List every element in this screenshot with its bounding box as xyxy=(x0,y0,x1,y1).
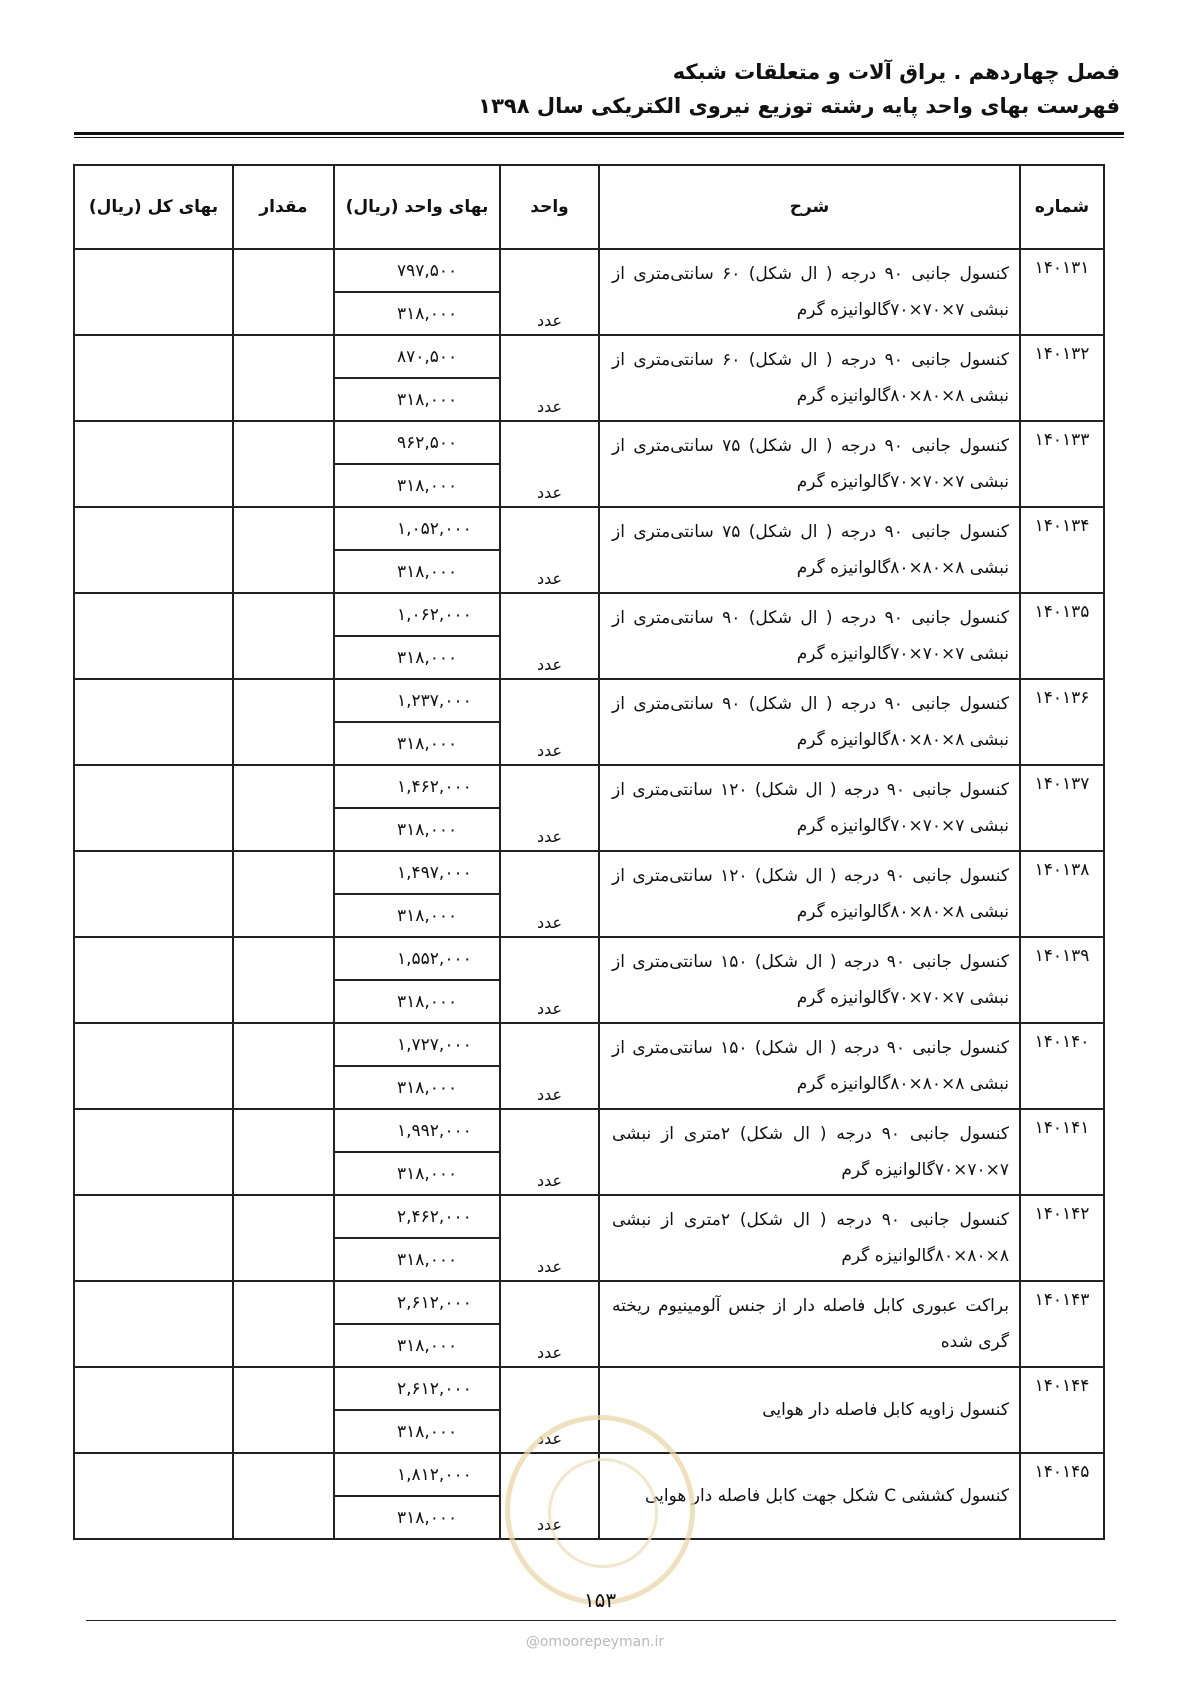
price-table xyxy=(73,164,1105,1540)
row-total xyxy=(74,335,233,421)
row-price-b: ۳۱۸,۰۰۰ xyxy=(334,722,500,765)
row-quantity xyxy=(233,1109,334,1195)
row-total xyxy=(74,1367,233,1453)
table-row xyxy=(74,593,1104,636)
row-description: کنسول جانبی ۹۰ درجه ( ال شکل) ۱۵۰ سانتی‌متری از نبشی ۷×۷۰×۷۰گالوانیزه گرم xyxy=(599,937,1020,1023)
column-header-total-price: بهای کل (ریال) xyxy=(74,165,233,249)
row-description: کنسول جانبی ۹۰ درجه ( ال شکل) ۷۵ سانتی‌متری از نبشی ۷×۷۰×۷۰گالوانیزه گرم xyxy=(599,421,1020,507)
row-price-a: ۱,۰۶۲,۰۰۰ xyxy=(334,593,500,636)
table-row xyxy=(74,851,1104,894)
table-row xyxy=(74,421,1104,464)
row-quantity xyxy=(233,1453,334,1539)
row-description: کنسول جانبی ۹۰ درجه ( ال شکل) ۹۰ سانتی‌متری از نبشی ۷×۷۰×۷۰گالوانیزه گرم xyxy=(599,593,1020,679)
row-unit: عدد xyxy=(500,1367,599,1453)
row-price-b: ۳۱۸,۰۰۰ xyxy=(334,378,500,421)
page-header xyxy=(70,55,1120,123)
chapter-title: فصل چهاردهم . یراق آلات و متعلقات شبکه xyxy=(672,60,1120,84)
table-row xyxy=(74,1109,1104,1152)
row-total xyxy=(74,937,233,1023)
row-number: ۱۴۰۱۴۱ xyxy=(1020,1109,1104,1195)
column-header-unit-price: بهای واحد (ریال) xyxy=(334,165,500,249)
table-body xyxy=(74,249,1104,1539)
catalog-title: فهرست بهای واحد پایه رشته توزیع نیروی الکتریکی سال ۱۳۹۸ xyxy=(478,94,1120,118)
row-total xyxy=(74,1195,233,1281)
row-price-a: ۱,۴۹۷,۰۰۰ xyxy=(334,851,500,894)
row-quantity xyxy=(233,335,334,421)
row-number: ۱۴۰۱۳۱ xyxy=(1020,249,1104,335)
row-price-b: ۳۱۸,۰۰۰ xyxy=(334,292,500,335)
row-total xyxy=(74,679,233,765)
row-price-a: ۲,۴۶۲,۰۰۰ xyxy=(334,1195,500,1238)
row-unit: عدد xyxy=(500,765,599,851)
table-row xyxy=(74,335,1104,378)
page-number: ۱۵۳ xyxy=(583,1588,617,1612)
row-price-a: ۲,۶۱۲,۰۰۰ xyxy=(334,1367,500,1410)
column-header-unit: واحد xyxy=(500,165,599,249)
row-total xyxy=(74,421,233,507)
row-description: کنسول کششی C شکل جهت کابل فاصله دار هوایی xyxy=(599,1453,1020,1539)
footer-rule xyxy=(86,1620,1116,1621)
header-rule-thin xyxy=(74,137,1124,138)
row-description: کنسول جانبی ۹۰ درجه ( ال شکل) ۲متری از نبشی ۷×۷۰×۷۰گالوانیزه گرم xyxy=(599,1109,1020,1195)
row-unit: عدد xyxy=(500,1195,599,1281)
row-price-a: ۱,۵۵۲,۰۰۰ xyxy=(334,937,500,980)
row-quantity xyxy=(233,593,334,679)
row-number: ۱۴۰۱۴۴ xyxy=(1020,1367,1104,1453)
row-description: کنسول جانبی ۹۰ درجه ( ال شکل) ۶۰ سانتی‌متری از نبشی ۷×۷۰×۷۰گالوانیزه گرم xyxy=(599,249,1020,335)
row-unit: عدد xyxy=(500,507,599,593)
row-quantity xyxy=(233,765,334,851)
row-price-a: ۱,۷۲۷,۰۰۰ xyxy=(334,1023,500,1066)
row-price-b: ۳۱۸,۰۰۰ xyxy=(334,980,500,1023)
watermark-stamp xyxy=(505,1415,695,1605)
table-row xyxy=(74,937,1104,980)
row-price-b: ۳۱۸,۰۰۰ xyxy=(334,1238,500,1281)
row-quantity xyxy=(233,1281,334,1367)
row-price-b: ۳۱۸,۰۰۰ xyxy=(334,1496,500,1539)
row-total xyxy=(74,593,233,679)
row-price-b: ۳۱۸,۰۰۰ xyxy=(334,1410,500,1453)
row-number: ۱۴۰۱۴۵ xyxy=(1020,1453,1104,1539)
row-description: کنسول جانبی ۹۰ درجه ( ال شکل) ۱۲۰ سانتی‌متری از نبشی ۸×۸۰×۸۰گالوانیزه گرم xyxy=(599,851,1020,937)
header-rule-thick xyxy=(74,132,1124,135)
row-number: ۱۴۰۱۴۳ xyxy=(1020,1281,1104,1367)
table-row xyxy=(74,507,1104,550)
row-price-b: ۳۱۸,۰۰۰ xyxy=(334,1066,500,1109)
row-price-a: ۱,۲۳۷,۰۰۰ xyxy=(334,679,500,722)
website-watermark: @omoorepeyman.ir xyxy=(525,1634,665,1650)
row-quantity xyxy=(233,1023,334,1109)
row-price-b: ۳۱۸,۰۰۰ xyxy=(334,550,500,593)
row-number: ۱۴۰۱۳۲ xyxy=(1020,335,1104,421)
row-description: کنسول جانبی ۹۰ درجه ( ال شکل) ۱۵۰ سانتی‌متری از نبشی ۸×۸۰×۸۰گالوانیزه گرم xyxy=(599,1023,1020,1109)
row-price-a: ۸۷۰,۵۰۰ xyxy=(334,335,500,378)
row-price-a: ۷۹۷,۵۰۰ xyxy=(334,249,500,292)
column-header-description: شرح xyxy=(599,165,1020,249)
column-header-number: شماره xyxy=(1020,165,1104,249)
row-description: کنسول جانبی ۹۰ درجه ( ال شکل) ۷۵ سانتی‌متری از نبشی ۸×۸۰×۸۰گالوانیزه گرم xyxy=(599,507,1020,593)
row-price-a: ۱,۰۵۲,۰۰۰ xyxy=(334,507,500,550)
row-total xyxy=(74,507,233,593)
row-unit: عدد xyxy=(500,851,599,937)
row-price-b: ۳۱۸,۰۰۰ xyxy=(334,894,500,937)
row-quantity xyxy=(233,679,334,765)
row-description: کنسول جانبی ۹۰ درجه ( ال شکل) ۱۲۰ سانتی‌متری از نبشی ۷×۷۰×۷۰گالوانیزه گرم xyxy=(599,765,1020,851)
row-price-b: ۳۱۸,۰۰۰ xyxy=(334,636,500,679)
row-total xyxy=(74,1109,233,1195)
row-unit: عدد xyxy=(500,249,599,335)
row-quantity xyxy=(233,1195,334,1281)
row-description: کنسول جانبی ۹۰ درجه ( ال شکل) ۹۰ سانتی‌متری از نبشی ۸×۸۰×۸۰گالوانیزه گرم xyxy=(599,679,1020,765)
row-unit: عدد xyxy=(500,1281,599,1367)
row-quantity xyxy=(233,1367,334,1453)
row-unit: عدد xyxy=(500,1109,599,1195)
row-number: ۱۴۰۱۳۵ xyxy=(1020,593,1104,679)
row-unit: عدد xyxy=(500,937,599,1023)
row-number: ۱۴۰۱۳۳ xyxy=(1020,421,1104,507)
row-description: کنسول جانبی ۹۰ درجه ( ال شکل) ۶۰ سانتی‌متری از نبشی ۸×۸۰×۸۰گالوانیزه گرم xyxy=(599,335,1020,421)
row-price-b: ۳۱۸,۰۰۰ xyxy=(334,1152,500,1195)
table-row xyxy=(74,249,1104,292)
row-price-a: ۱,۴۶۲,۰۰۰ xyxy=(334,765,500,808)
row-quantity xyxy=(233,937,334,1023)
row-price-b: ۳۱۸,۰۰۰ xyxy=(334,464,500,507)
table-header-row xyxy=(74,165,1104,249)
row-unit: عدد xyxy=(500,679,599,765)
table-row xyxy=(74,1367,1104,1410)
table-row xyxy=(74,1023,1104,1066)
table-row xyxy=(74,679,1104,722)
row-description: کنسول جانبی ۹۰ درجه ( ال شکل) ۲متری از نبشی ۸×۸۰×۸۰گالوانیزه گرم xyxy=(599,1195,1020,1281)
row-price-a: ۹۶۲,۵۰۰ xyxy=(334,421,500,464)
row-total xyxy=(74,765,233,851)
row-quantity xyxy=(233,249,334,335)
row-number: ۱۴۰۱۴۰ xyxy=(1020,1023,1104,1109)
row-number: ۱۴۰۱۴۲ xyxy=(1020,1195,1104,1281)
row-number: ۱۴۰۱۳۶ xyxy=(1020,679,1104,765)
row-unit: عدد xyxy=(500,421,599,507)
row-number: ۱۴۰۱۳۴ xyxy=(1020,507,1104,593)
column-header-quantity: مقدار xyxy=(233,165,334,249)
row-total xyxy=(74,851,233,937)
row-description: براکت عبوری کابل فاصله دار از جنس آلومینیوم ریخته گری شده xyxy=(599,1281,1020,1367)
row-number: ۱۴۰۱۳۷ xyxy=(1020,765,1104,851)
table-row xyxy=(74,765,1104,808)
row-total xyxy=(74,1023,233,1109)
row-total xyxy=(74,1281,233,1367)
row-unit: عدد xyxy=(500,593,599,679)
row-quantity xyxy=(233,507,334,593)
row-price-b: ۳۱۸,۰۰۰ xyxy=(334,808,500,851)
row-price-b: ۳۱۸,۰۰۰ xyxy=(334,1324,500,1367)
row-price-a: ۲,۶۱۲,۰۰۰ xyxy=(334,1281,500,1324)
row-unit: عدد xyxy=(500,1023,599,1109)
row-unit: عدد xyxy=(500,1453,599,1539)
row-quantity xyxy=(233,851,334,937)
row-unit: عدد xyxy=(500,335,599,421)
table-row xyxy=(74,1195,1104,1238)
row-quantity xyxy=(233,421,334,507)
row-price-a: ۱,۸۱۲,۰۰۰ xyxy=(334,1453,500,1496)
row-description: کنسول زاویه کابل فاصله دار هوایی xyxy=(599,1367,1020,1453)
row-price-a: ۱,۹۹۲,۰۰۰ xyxy=(334,1109,500,1152)
row-number: ۱۴۰۱۳۹ xyxy=(1020,937,1104,1023)
table-row xyxy=(74,1281,1104,1324)
row-total xyxy=(74,1453,233,1539)
row-total xyxy=(74,249,233,335)
row-number: ۱۴۰۱۳۸ xyxy=(1020,851,1104,937)
